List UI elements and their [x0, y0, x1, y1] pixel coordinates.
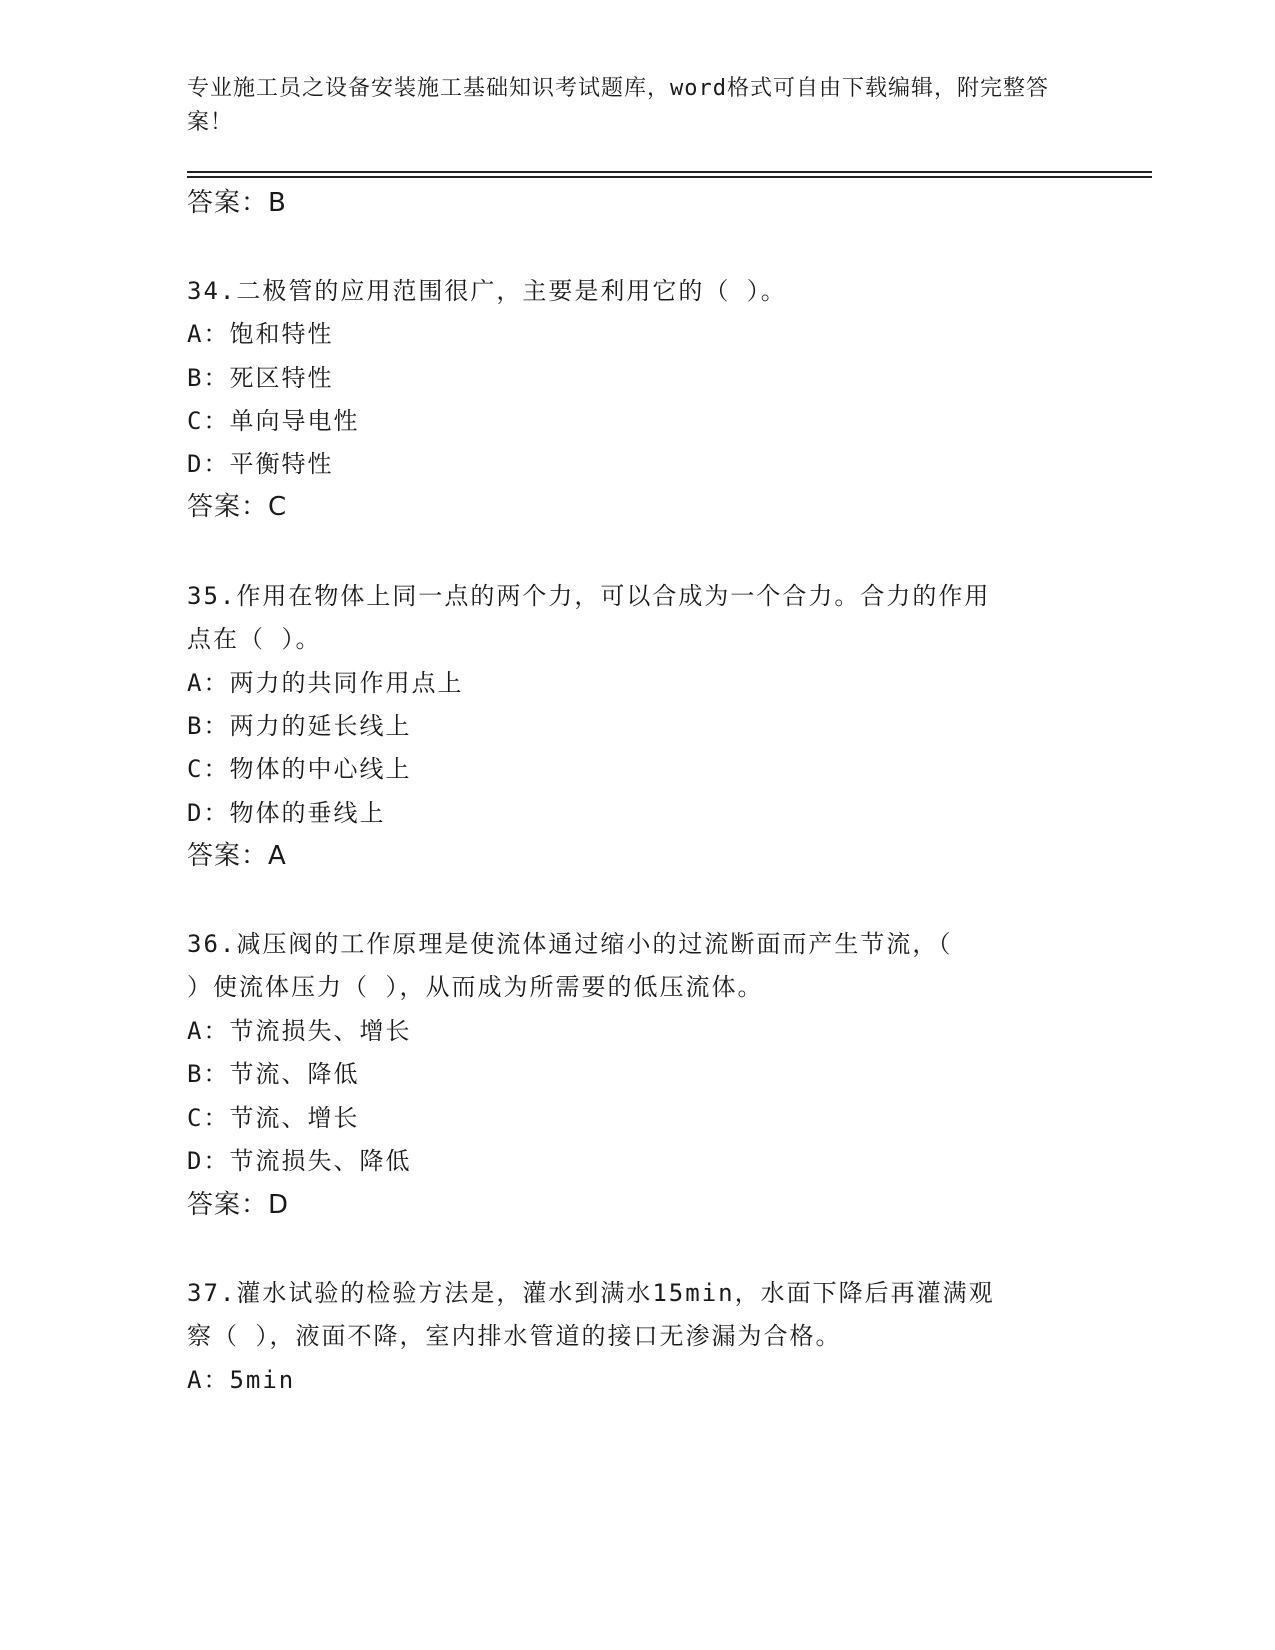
- answer-34: 答案：C: [187, 492, 288, 522]
- question-35-option-d: D：物体的垂线上: [187, 799, 386, 827]
- question-34-option-c: C：单向导电性: [187, 407, 360, 435]
- question-37-stem-line2: 察（ ），液面不降，室内排水管道的接口无渗漏为合格。: [187, 1322, 842, 1350]
- header-rule-bottom: [187, 176, 1152, 178]
- question-34-option-d: D：平衡特性: [187, 450, 334, 478]
- question-35-stem-line2: 点在（ ）。: [187, 625, 322, 653]
- question-34-option-a: A：饱和特性: [187, 320, 334, 348]
- answer-35: 答案：A: [187, 841, 287, 871]
- question-34-option-b: B：死区特性: [187, 364, 334, 392]
- question-35-stem-line1: 35.作用在物体上同一点的两个力，可以合成为一个合力。合力的作用: [187, 582, 991, 610]
- header-rule-top: [187, 171, 1152, 173]
- question-35-option-b: B：两力的延长线上: [187, 712, 412, 740]
- question-36-option-b: B：节流、降低: [187, 1060, 360, 1088]
- page-header-text: 专业施工员之设备安装施工基础知识考试题库，word格式可自由下载编辑，附完整答案！: [187, 76, 1049, 135]
- question-36-option-a: A：节流损失、增长: [187, 1017, 412, 1045]
- answer-33: 答案：B: [187, 188, 287, 218]
- question-37-stem-line1: 37.灌水试验的检验方法是，灌水到满水15min，水面下降后再灌满观: [187, 1279, 995, 1307]
- question-36-option-c: C：节流、增长: [187, 1104, 360, 1132]
- question-34-stem: 34.二极管的应用范围很广，主要是利用它的（ ）。: [187, 277, 787, 305]
- answer-36: 答案：D: [187, 1190, 290, 1220]
- question-36-option-d: D：节流损失、降低: [187, 1147, 412, 1175]
- question-37-option-a: A：5min: [187, 1366, 296, 1394]
- question-35-option-a: A：两力的共同作用点上: [187, 669, 464, 697]
- question-35-option-c: C：物体的中心线上: [187, 755, 412, 783]
- question-36-stem-line1: 36.减压阀的工作原理是使流体通过缩小的过流断面而产生节流，（: [187, 930, 953, 958]
- question-36-stem-line2: ）使流体压力（ ），从而成为所需要的低压流体。: [187, 973, 764, 1001]
